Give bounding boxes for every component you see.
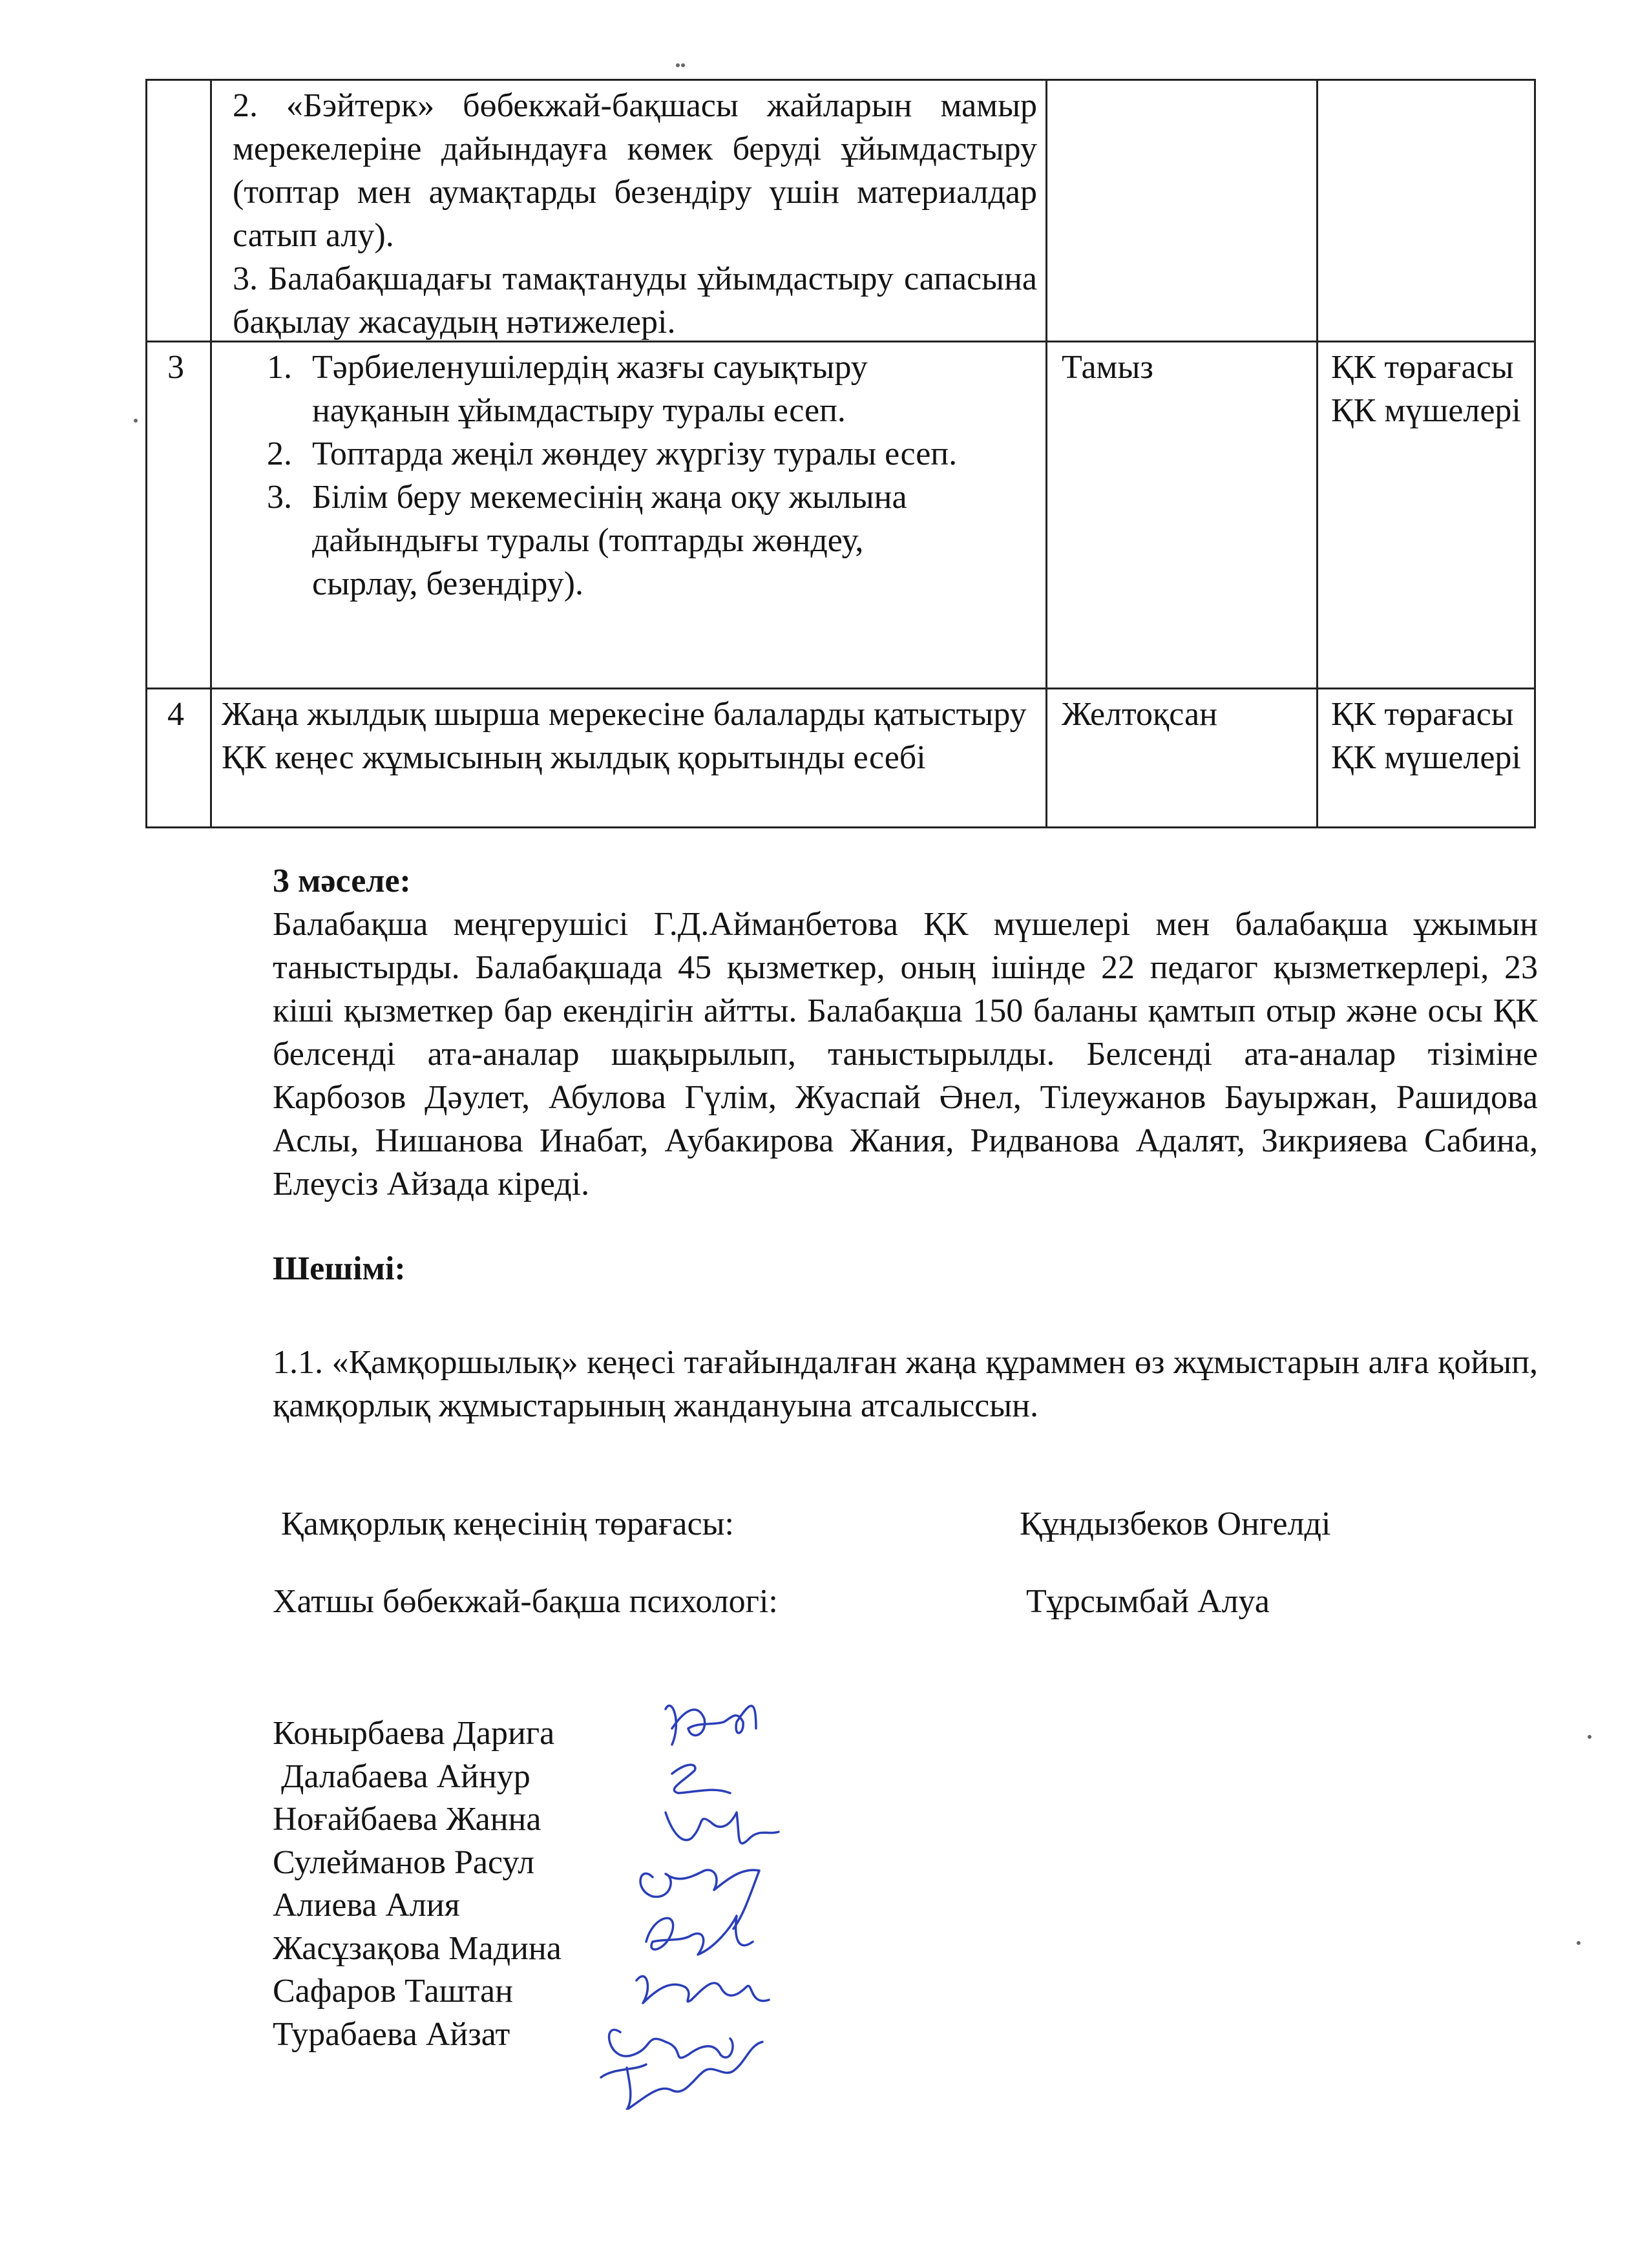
row-number: 3 [167, 349, 184, 386]
signature-6 [636, 1976, 769, 2003]
list-item: Конырбаева Дарига [273, 1715, 555, 1752]
scan-speck [1588, 1735, 1591, 1739]
list-item: Сулейманов Расул [273, 1843, 535, 1881]
responsible-item: ҚК мүшелері [1331, 392, 1521, 429]
deadline-cell: Тамыз [1062, 349, 1153, 386]
decision-text: 1.1. «Қамқоршылық» кеңесі тағайындалған жаңа құраммен өз жұмыстарын алға қойып, қамқорлық жұмыстарының жандануына атсалыссын. [273, 1344, 1538, 1424]
table-rule [1316, 79, 1318, 828]
issue-3-section [273, 859, 1538, 1206]
list-item: Турабаева Айзат [273, 2015, 510, 2053]
signature-8 [601, 2042, 762, 2110]
table-rule [1534, 79, 1536, 828]
table-rule [145, 826, 1536, 828]
members-list [273, 1712, 562, 2056]
plan-item: Жаңа жылдық шырша мерекесіне балаларды қатыстыру [222, 696, 1027, 733]
responsible-item: ҚК мүшелері [1331, 739, 1521, 776]
issue-3-text: Балабақша меңгерушісі Г.Д.Айманбетова ҚК мүшелері мен балабақша ұжымын таныстырды. Балабақшада 45 қызметкер, оның ішінде 22 педагог қызметкерлері, 23 кіші қызметкер бар екендігін айтты. Балабақша 150 баланы қамтып отыр және осы ҚК белсенді ата-аналар шақырылып, таныстырылды. Белсенді ата-аналар тізіміне Карбозов Дәулет, Абулова Гүлім, Жуаспай Әнел, Тілеужанов Бауыржан, Рашидова Аслы, Нишанова Инабат, Аубакирова Жания, Ридванова Адалят, Зикрияева Сабина, Елеусіз Айзада кіреді. [273, 906, 1538, 1202]
signature-7 [609, 2030, 733, 2057]
issue-3-heading: 3 мәселе: [273, 863, 411, 899]
chair-name: Құндызбеков Онгелді [1020, 1506, 1331, 1542]
list-item: 1. Тәрбиеленушілердің жазғы сауықтыру науқанын ұйымдастыру туралы есеп. [300, 346, 972, 432]
scan-speck [1577, 1941, 1581, 1945]
responsible-item: ҚК төрағасы [1331, 349, 1514, 386]
signature-1 [666, 1706, 756, 1745]
signature-4 [640, 1870, 759, 1929]
list-item: Алиева Алия [273, 1887, 460, 1924]
table-rule [1045, 79, 1047, 828]
scan-speck [676, 63, 680, 67]
deadline-cell: Желтоқсан [1062, 696, 1217, 733]
table-rule [145, 79, 147, 828]
handwritten-signatures [575, 1683, 846, 2110]
plan-item-cell [222, 693, 1036, 779]
list-item: Далабаева Айнур [273, 1758, 530, 1795]
row-number: 4 [167, 696, 184, 733]
plan-item: 3. Балабақшадағы тамақтануды ұйымдастыру сапасына бақылау жасаудың нәтижелері. [233, 260, 1037, 341]
chair-label: Қамқорлық кеңесінің төрағасы: [281, 1506, 734, 1542]
scan-speck [681, 63, 685, 67]
signature-5 [646, 1916, 753, 1955]
plan-item: ҚК кеңес жұмысының жылдық қорытынды есебі [222, 739, 926, 776]
decision-heading: Шешімі: [273, 1250, 406, 1287]
plan-list-cell [210, 346, 972, 605]
table-rule [145, 79, 1536, 81]
scan-speck [134, 419, 138, 423]
responsible-cell [1331, 693, 1521, 779]
table-rule [145, 688, 1536, 689]
secretary-label: Хатшы бөбекжай-бақша психологі: [273, 1583, 778, 1620]
signature-3 [666, 1812, 779, 1843]
list-item: Сафаров Таштан [273, 1973, 513, 2010]
decision-section [273, 1247, 1538, 1290]
signature-2 [672, 1765, 730, 1793]
plan-item: 2. «Бэйтерк» бөбекжай-бақшасы жайларын мамыр мерекелеріне дайындауға көмек беруді ұйымдастыру (топтар мен аумақтарды безендіру үшін материалдар сатып алу). [233, 87, 1037, 254]
plan-table [145, 79, 1536, 828]
table-row [233, 84, 1037, 344]
responsible-cell [1331, 346, 1521, 432]
list-item: 3. Білім беру мекемесінің жаңа оқу жылына дайындығы туралы (топтарды жөндеу, сырлау, безендіру). [300, 476, 972, 605]
plan-list [210, 346, 972, 605]
list-item: 2. Топтарда жеңіл жөндеу жүргізу туралы есеп. [300, 432, 972, 476]
list-item: Ноғайбаева Жанна [273, 1801, 541, 1838]
secretary-name: Тұрсымбай Алуа [1026, 1583, 1270, 1620]
responsible-item: ҚК төрағасы [1331, 696, 1514, 733]
list-item: Жасұзақова Мадина [273, 1929, 562, 1967]
